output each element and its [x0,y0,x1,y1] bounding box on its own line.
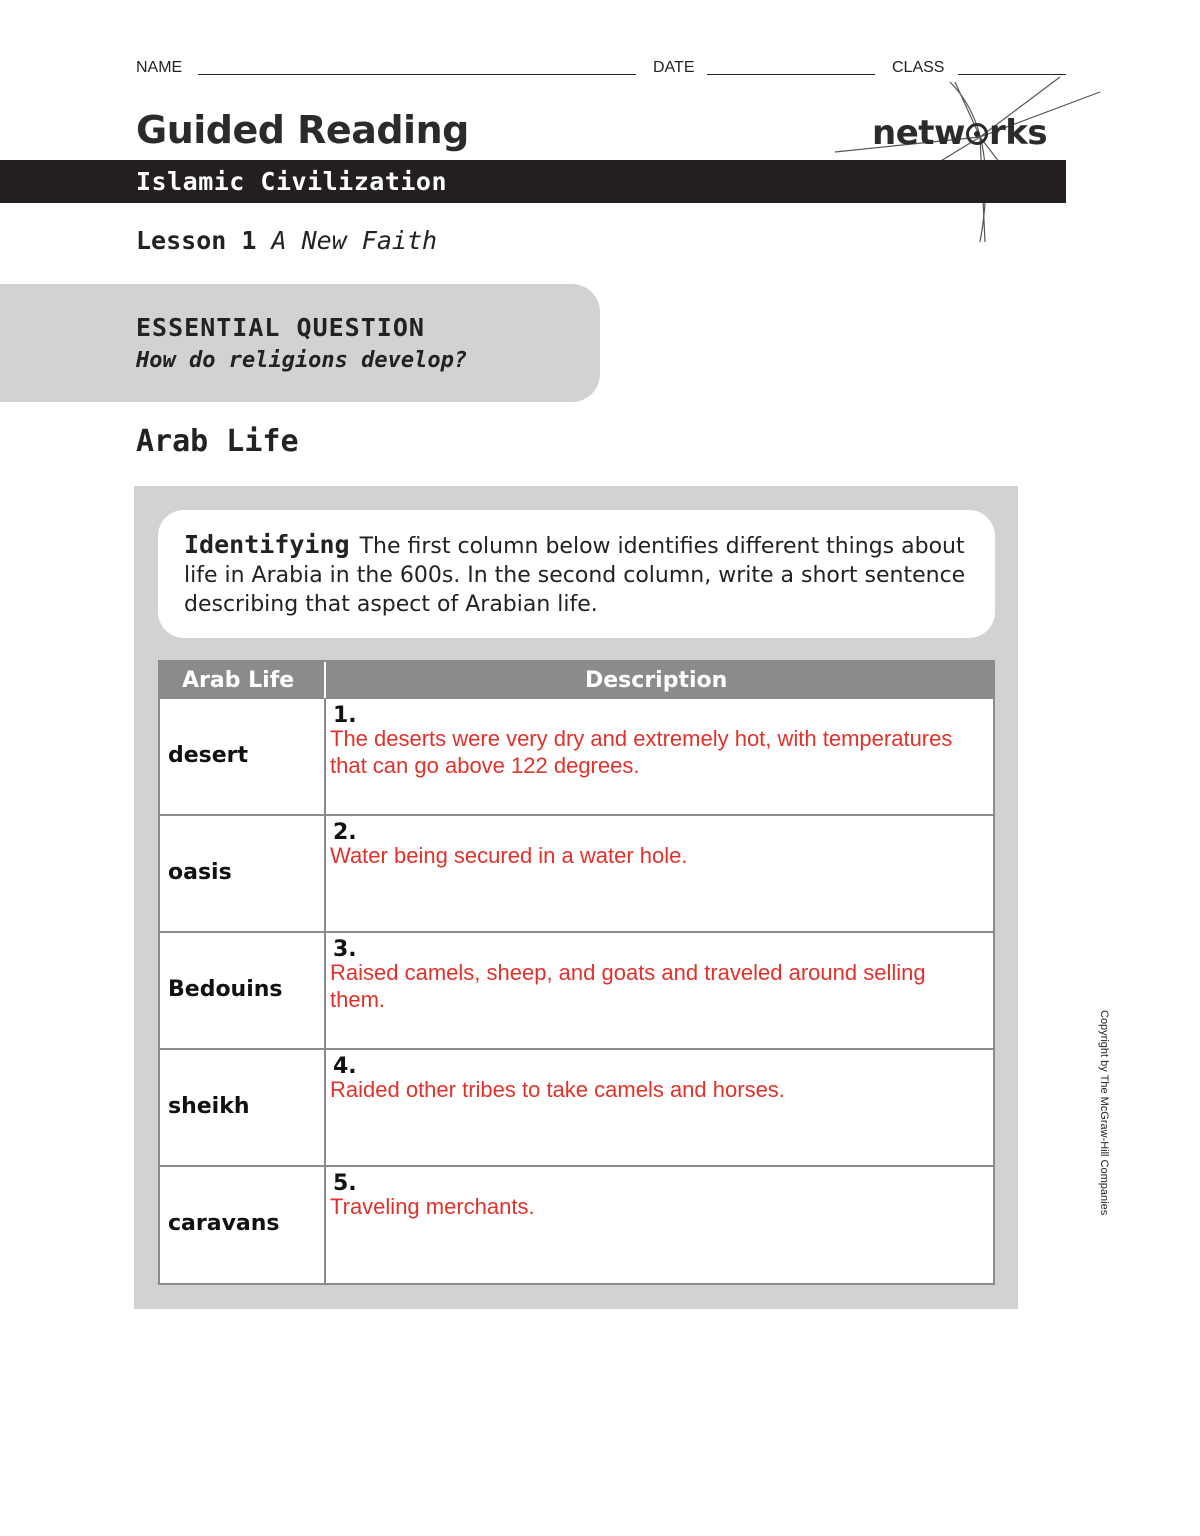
logo-text-start: netw [872,113,965,153]
instructions-text: The first column below identifies different things about life in Arabia in the 600s. In the second column, write a short sentence describing that aspect of Arabian life. [184,534,966,617]
table-row [160,814,993,931]
row-answer[interactable]: Raised camels, sheep, and goats and traveled around selling them. [330,960,926,1012]
row-number: 1. [333,703,357,728]
row-answer[interactable]: The deserts were very dry and extremely hot, with temperatures that can go above 122 degrees. [330,726,953,778]
row-answer[interactable]: Water being secured in a water hole. [330,843,688,868]
row-term: caravans [168,1211,280,1236]
column-header-arab-life: Arab Life [182,668,295,693]
class-label: CLASS [892,59,945,76]
table-row [160,931,993,1048]
copyright-notice: Copyright by The McGraw-Hill Companies [1098,1010,1110,1216]
logo-o-icon [966,123,988,145]
table-row [160,1048,993,1165]
essential-question-text: How do religions develop? [136,348,468,373]
essential-question-title: ESSENTIAL QUESTION [136,313,425,342]
date-label: DATE [653,59,695,76]
table-row [160,1165,993,1282]
networks-logo [872,113,1047,153]
row-number: 2. [333,820,357,845]
row-term: sheikh [168,1094,250,1119]
row-number: 3. [333,937,357,962]
row-term: desert [168,743,249,768]
column-header-description: Description [585,668,728,693]
lesson-heading [136,226,437,255]
header-divider [324,662,326,698]
lesson-number: Lesson 1 [136,226,257,255]
chapter-title: Islamic Civilization [136,167,448,196]
page-title: Guided Reading [136,108,469,152]
row-term: oasis [168,860,232,885]
row-number: 4. [333,1054,357,1079]
essential-question-box [0,284,600,402]
arab-life-table [158,660,995,1285]
lesson-name: A New Faith [271,226,438,255]
row-number: 5. [333,1171,357,1196]
logo-text-end: rks [988,113,1048,153]
instructions-keyword: Identifying [184,530,350,559]
row-term: Bedouins [168,977,283,1002]
name-label: NAME [136,59,183,76]
section-title: Arab Life [136,424,299,459]
name-field-line[interactable] [198,74,636,75]
table-row [160,697,993,814]
instructions [184,530,974,619]
column-divider [324,662,326,1283]
row-answer[interactable]: Raided other tribes to take camels and horses. [330,1077,785,1102]
row-answer[interactable]: Traveling merchants. [330,1194,535,1219]
